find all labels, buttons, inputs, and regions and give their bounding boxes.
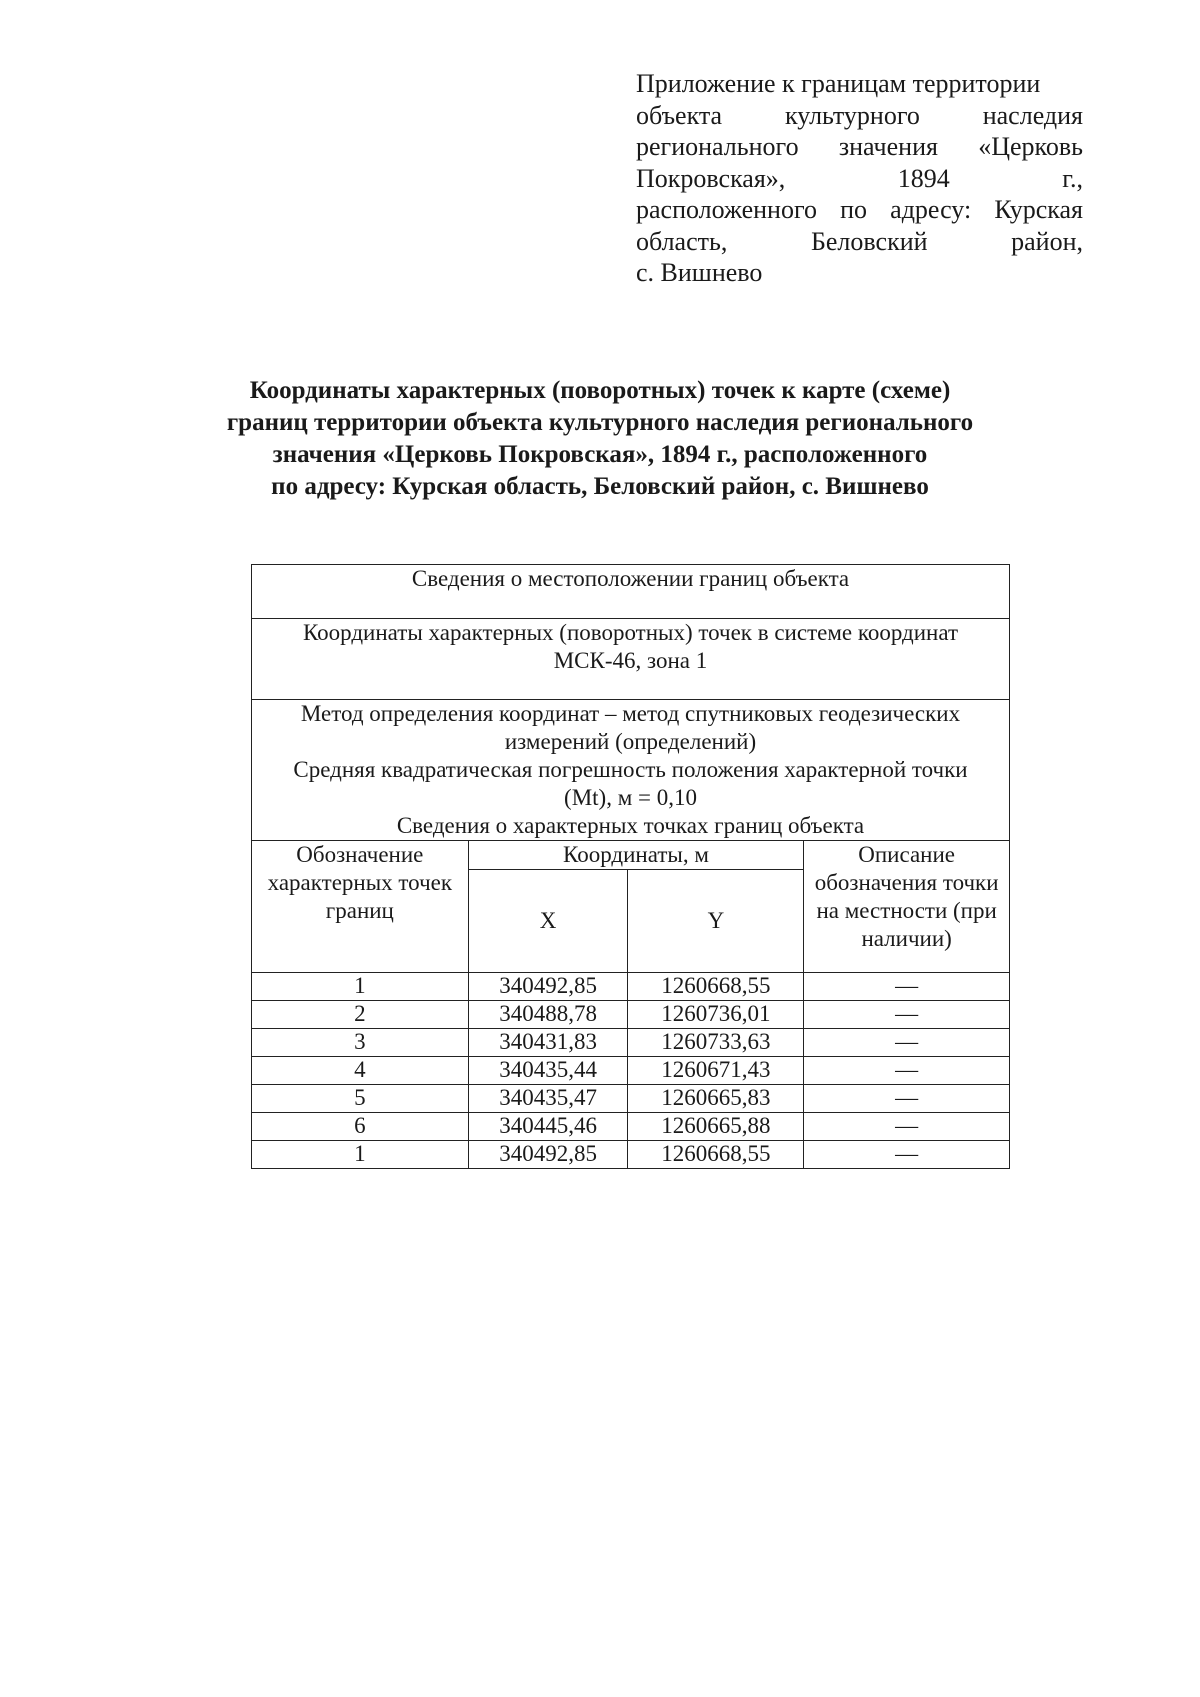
coordinate-system-line: Координаты характерных (поворотных) точек в системе координат xyxy=(302,620,959,645)
coordinates-table xyxy=(251,564,1010,1169)
appendix-line: Покровская», 1894 г., xyxy=(636,163,1083,193)
table-row xyxy=(252,1141,1010,1169)
x-coordinate: 340431,83 xyxy=(468,1029,628,1057)
point-description: — xyxy=(804,1029,1010,1057)
table-row xyxy=(252,1085,1010,1113)
x-coordinate: 340492,85 xyxy=(468,1141,628,1169)
table-row xyxy=(252,1001,1010,1029)
x-coordinate: 340435,47 xyxy=(468,1085,628,1113)
x-coordinate: 340492,85 xyxy=(468,973,628,1001)
coordinate-system-line: МСК-46, зона 1 xyxy=(553,648,708,673)
appendix-line: регионального значения «Церковь xyxy=(636,132,1083,161)
x-coordinate: 340435,44 xyxy=(468,1057,628,1085)
appendix-line: объекта культурного наследия xyxy=(636,100,1083,130)
location-info-cell: Сведения о местоположении границ объекта xyxy=(252,565,1010,619)
title-line: Координаты характерных (поворотных) точек к карте (схеме) xyxy=(249,377,951,404)
point-number: 4 xyxy=(252,1057,469,1085)
coordinate-system-cell xyxy=(252,619,1010,700)
document-title xyxy=(150,375,1050,503)
y-coordinate: 1260665,83 xyxy=(628,1085,804,1113)
title-line: границ территории объекта культурного наследия регионального xyxy=(226,409,974,436)
point-description: — xyxy=(804,1085,1010,1113)
y-coordinate: 1260665,88 xyxy=(628,1113,804,1141)
x-coordinate: 340488,78 xyxy=(468,1001,628,1029)
column-header-description: Описание обозначения точки на местности (при наличии) xyxy=(804,841,1010,973)
point-description: — xyxy=(804,1001,1010,1029)
appendix-line: расположенного по адресу: Курская xyxy=(636,195,1083,224)
y-coordinate: 1260671,43 xyxy=(628,1057,804,1085)
error-line: Средняя квадратическая погрешность положения характерной точки xyxy=(293,757,968,782)
method-line: измерений (определений) xyxy=(504,729,757,754)
y-coordinate: 1260733,63 xyxy=(628,1029,804,1057)
table-info-row xyxy=(252,619,1010,700)
table-header-row xyxy=(252,841,1010,870)
point-number: 3 xyxy=(252,1029,469,1057)
point-number: 6 xyxy=(252,1113,469,1141)
column-header-y: Y xyxy=(628,870,804,973)
point-description: — xyxy=(804,1113,1010,1141)
point-number: 2 xyxy=(252,1001,469,1029)
column-header-coordinates: Координаты, м xyxy=(468,841,804,870)
method-info-cell xyxy=(252,700,1010,841)
point-number: 5 xyxy=(252,1085,469,1113)
appendix-note xyxy=(636,68,1083,289)
table-info-row xyxy=(252,700,1010,841)
appendix-line: Приложение к границам территории xyxy=(636,69,1041,98)
appendix-line: область, Беловский район, xyxy=(636,226,1083,256)
x-coordinate: 340445,46 xyxy=(468,1113,628,1141)
column-header-x: X xyxy=(468,870,628,973)
table-row xyxy=(252,1057,1010,1085)
points-info-line: Сведения о характерных точках границ объекта xyxy=(396,813,865,838)
title-line: по адресу: Курская область, Беловский район, с. Вишнево xyxy=(271,473,929,500)
appendix-line: с. Вишнево xyxy=(636,258,763,287)
table-row xyxy=(252,1113,1010,1141)
table-info-row xyxy=(252,565,1010,619)
y-coordinate: 1260668,55 xyxy=(628,1141,804,1169)
column-header-designation: Обозначение характерных точек границ xyxy=(252,841,469,973)
point-number: 1 xyxy=(252,973,469,1001)
y-coordinate: 1260736,01 xyxy=(628,1001,804,1029)
table-row xyxy=(252,1029,1010,1057)
point-number: 1 xyxy=(252,1141,469,1169)
y-coordinate: 1260668,55 xyxy=(628,973,804,1001)
title-line: значения «Церковь Покровская», 1894 г., расположенного xyxy=(272,441,928,468)
table-row xyxy=(252,973,1010,1001)
point-description: — xyxy=(804,1141,1010,1169)
point-description: — xyxy=(804,1057,1010,1085)
error-line: (Mt), м = 0,10 xyxy=(564,785,697,810)
method-line: Метод определения координат – метод спутниковых геодезических xyxy=(300,701,961,726)
point-description: — xyxy=(804,973,1010,1001)
